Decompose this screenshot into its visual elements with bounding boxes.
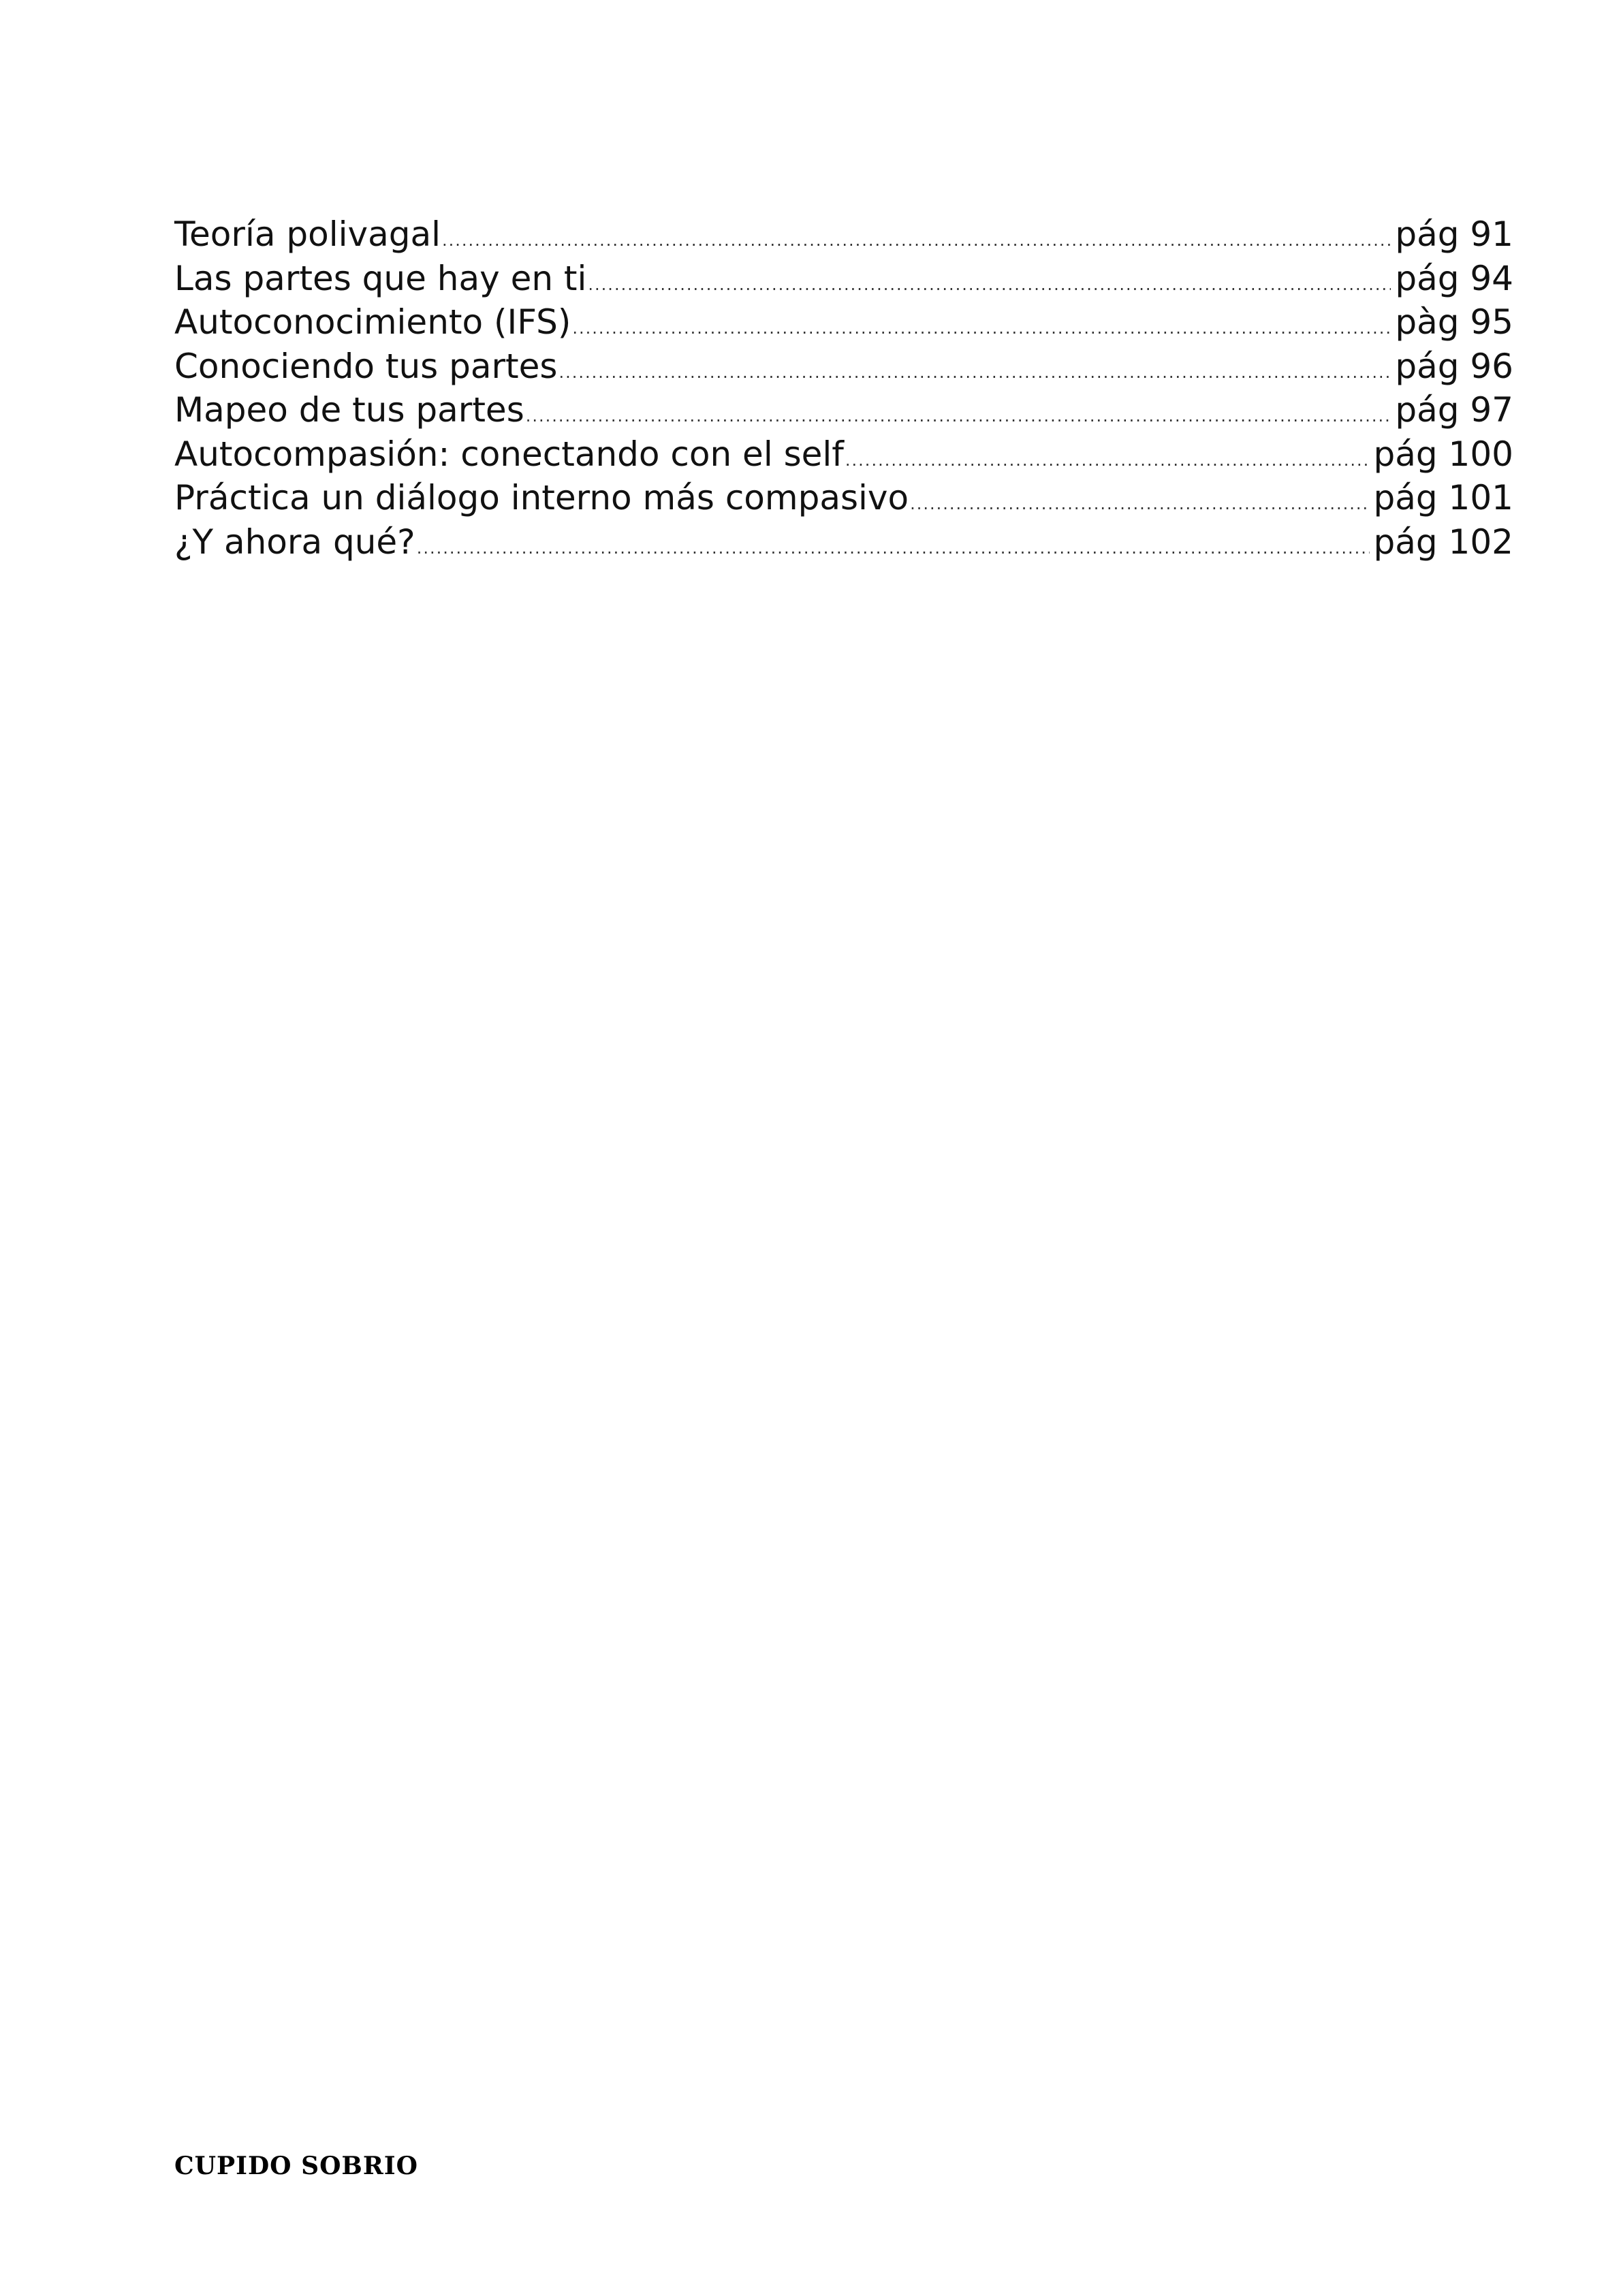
toc-entry-page: pág 91 [1395,214,1513,254]
footer-brand: CUPIDO SOBRIO [174,2152,418,2180]
toc-entry[interactable] [174,476,1513,520]
toc-entry-page: pág 96 [1395,346,1513,386]
toc-dot-leader [845,439,1370,483]
toc-dot-leader [417,526,1370,571]
toc-entry[interactable] [174,388,1513,432]
toc-dot-leader [910,482,1369,526]
toc-entry-page: pág 94 [1395,258,1513,298]
toc-entry[interactable] [174,345,1513,389]
toc-entry-page: pág 100 [1373,434,1513,474]
toc-dot-leader [572,306,1391,351]
toc-entry[interactable] [174,520,1513,564]
toc-dot-leader [588,263,1391,307]
toc-entry-page: pàg 95 [1395,302,1513,342]
table-of-contents [174,212,1513,564]
toc-entry-title: Teoría polivagal [174,214,441,254]
toc-entry-page: pág 102 [1373,522,1513,562]
toc-entry[interactable] [174,212,1513,257]
toc-entry-page: pág 101 [1373,478,1513,517]
toc-entry-title: Práctica un diálogo interno más compasivo [174,478,909,517]
toc-entry-title: Conociendo tus partes [174,346,558,386]
toc-entry-title: Mapeo de tus partes [174,390,524,430]
toc-entry[interactable] [174,432,1513,477]
toc-entry-title: Autocompasión: conectando con el self [174,434,844,474]
toc-entry[interactable] [174,257,1513,301]
toc-entry-page: pág 97 [1395,390,1513,430]
toc-entry-title: Las partes que hay en ti [174,258,587,298]
toc-entry-title: Autoconocimiento (IFS) [174,302,571,342]
toc-entry[interactable] [174,300,1513,345]
toc-entry-title: ¿Y ahora qué? [174,522,415,562]
toc-dot-leader [558,351,1391,395]
